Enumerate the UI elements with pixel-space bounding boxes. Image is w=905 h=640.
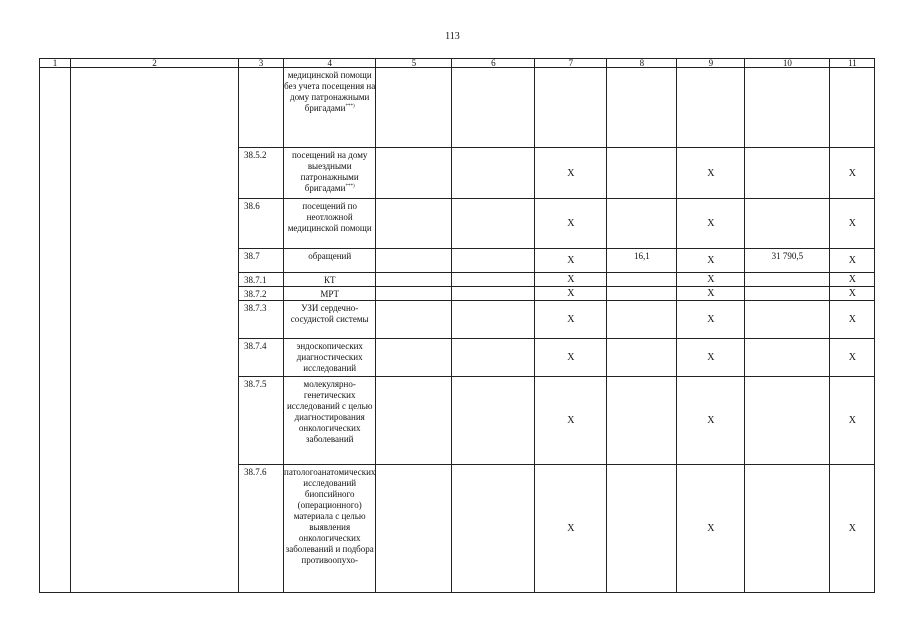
column-8-cell (607, 148, 677, 199)
row-number: 38.7.2 (239, 287, 284, 301)
column-6-cell (452, 199, 535, 249)
column-header: 10 (745, 59, 830, 68)
column-11-cell: X (830, 273, 875, 287)
column-header: 9 (677, 59, 745, 68)
row-number: 38.5.2 (239, 148, 284, 199)
column-5-cell (376, 148, 452, 199)
row-name (284, 148, 376, 199)
column-9-cell: X (677, 273, 745, 287)
column-5-cell (376, 339, 452, 377)
column-9-cell: X (677, 287, 745, 301)
column-7-cell: X (535, 339, 607, 377)
column-10-cell (745, 273, 830, 287)
row-number: 38.7 (239, 249, 284, 273)
column-11-cell: X (830, 287, 875, 301)
column-5-cell (376, 68, 452, 148)
column-6-cell (452, 377, 535, 465)
column-11-cell: X (830, 301, 875, 339)
column-5-cell (376, 199, 452, 249)
column-header: 4 (284, 59, 376, 68)
column-7-cell: X (535, 273, 607, 287)
row-name: МРТ (284, 287, 376, 301)
row-number: 38.7.1 (239, 273, 284, 287)
column-9-cell: X (677, 465, 745, 593)
column-6-cell (452, 301, 535, 339)
column-10-cell (745, 148, 830, 199)
column-9-cell: X (677, 199, 745, 249)
column-header: 1 (40, 59, 71, 68)
column-7-cell: X (535, 148, 607, 199)
row-name: посещений по неотложной медицинской помощи (284, 199, 376, 249)
row-name: КТ (284, 273, 376, 287)
column-8-cell: 16,1 (607, 249, 677, 273)
row-name: эндоскопических диагностических исследований (284, 339, 376, 377)
row-number: 38.7.6 (239, 465, 284, 593)
column-header: 11 (830, 59, 875, 68)
column-10-cell (745, 465, 830, 593)
row-name: обращений (284, 249, 376, 273)
column-8-cell (607, 377, 677, 465)
column-9-cell: X (677, 249, 745, 273)
column-5-cell (376, 377, 452, 465)
column-8-cell (607, 273, 677, 287)
column-header: 7 (535, 59, 607, 68)
row-name-text: посещений на дому выездными патронажными бригадами (291, 150, 368, 193)
row-name (284, 68, 376, 148)
column-10-cell (745, 287, 830, 301)
row-name: УЗИ сердечно-сосудистой системы (284, 301, 376, 339)
column-11-cell (830, 68, 875, 148)
column-10-cell (745, 301, 830, 339)
column-11-cell: X (830, 377, 875, 465)
column-header-row (40, 59, 875, 68)
column-7-cell: X (535, 377, 607, 465)
column-6-cell (452, 249, 535, 273)
row-name-text: медицинской помощи без учета посещения на дому патронажными бригадами (284, 70, 376, 113)
row-name: молекулярно-генетических исследований с целью диагностирования онкологических заболеваний (284, 377, 376, 465)
column-11-cell: X (830, 339, 875, 377)
column-6-cell (452, 287, 535, 301)
page-number: 113 (445, 31, 460, 42)
column-1-cell (40, 68, 71, 593)
column-header: 8 (607, 59, 677, 68)
column-header: 2 (71, 59, 239, 68)
column-7-cell: X (535, 465, 607, 593)
column-10-cell (745, 199, 830, 249)
column-7-cell: X (535, 301, 607, 339)
column-9-cell (677, 68, 745, 148)
column-header: 3 (239, 59, 284, 68)
column-10-cell (745, 68, 830, 148)
column-9-cell: X (677, 339, 745, 377)
column-6-cell (452, 273, 535, 287)
row-number: 38.7.5 (239, 377, 284, 465)
column-5-cell (376, 287, 452, 301)
row-number: 38.6 (239, 199, 284, 249)
row-number: 38.7.3 (239, 301, 284, 339)
column-2-cell (71, 68, 239, 593)
column-7-cell: X (535, 249, 607, 273)
column-8-cell (607, 199, 677, 249)
column-6-cell (452, 68, 535, 148)
column-9-cell: X (677, 377, 745, 465)
column-8-cell (607, 465, 677, 593)
footnote-marker: ***) (345, 104, 355, 109)
column-7-cell (535, 68, 607, 148)
column-header: 5 (376, 59, 452, 68)
row-number: 38.7.4 (239, 339, 284, 377)
column-11-cell: X (830, 148, 875, 199)
column-11-cell: X (830, 199, 875, 249)
column-8-cell (607, 287, 677, 301)
column-6-cell (452, 148, 535, 199)
row-number (239, 68, 284, 148)
footnote-marker: ***) (345, 184, 355, 189)
column-10-cell: 31 790,5 (745, 249, 830, 273)
column-5-cell (376, 301, 452, 339)
column-11-cell: X (830, 249, 875, 273)
column-9-cell: X (677, 301, 745, 339)
column-8-cell (607, 339, 677, 377)
column-5-cell (376, 273, 452, 287)
column-8-cell (607, 301, 677, 339)
column-5-cell (376, 249, 452, 273)
column-8-cell (607, 68, 677, 148)
data-table (39, 58, 875, 593)
column-10-cell (745, 339, 830, 377)
column-6-cell (452, 465, 535, 593)
column-6-cell (452, 339, 535, 377)
column-11-cell: X (830, 465, 875, 593)
column-7-cell: X (535, 199, 607, 249)
column-7-cell: X (535, 287, 607, 301)
column-5-cell (376, 465, 452, 593)
column-9-cell: X (677, 148, 745, 199)
column-10-cell (745, 377, 830, 465)
table-row (40, 68, 875, 148)
column-header: 6 (452, 59, 535, 68)
row-name: патологоанатомических исследований биопсийного (операционного) материала с целью выявления онкологических заболеваний и подбора противоопухо- (284, 465, 376, 593)
